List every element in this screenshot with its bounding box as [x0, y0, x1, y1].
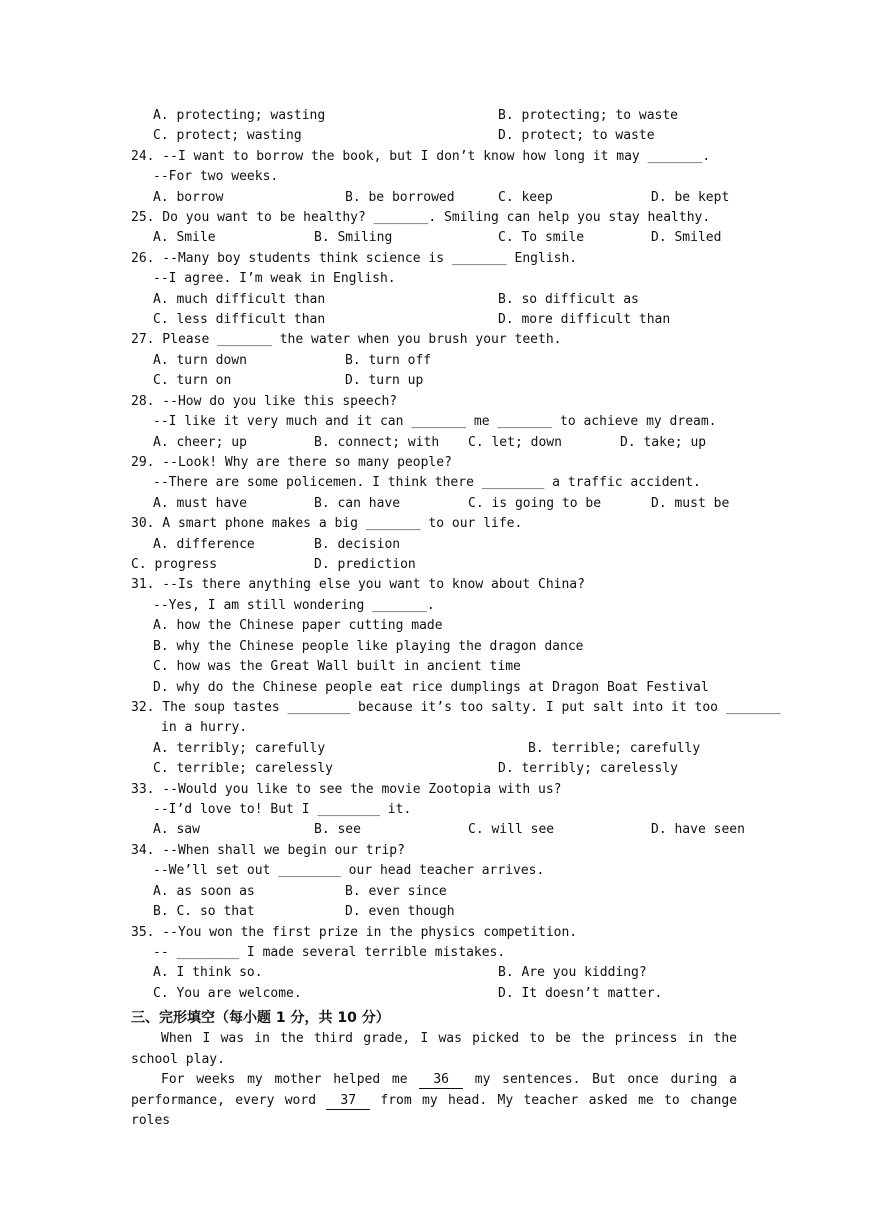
- cloze-text-1: When I was in the third grade, I was picked to be the princess in the school play.: [131, 1031, 737, 1067]
- q29-stem: 29. --Look! Why are there so many people?: [131, 455, 452, 470]
- q25-option-c: C. To smile: [498, 230, 585, 245]
- blank-37[interactable]: 37: [326, 1093, 370, 1110]
- q29-option-b: B. can have: [314, 496, 401, 511]
- q24-stem: 24. --I want to borrow the book, but I don’t know how long it may _______.: [131, 149, 711, 164]
- q31-option-a: A. how the Chinese paper cutting made: [153, 618, 443, 633]
- q30-option-c: C. progress: [131, 557, 218, 572]
- q33-reply: --I’d love to! But I ________ it.: [153, 802, 412, 817]
- q35-option-d: D. It doesn’t matter.: [498, 986, 663, 1001]
- q28-option-d: D. take; up: [620, 435, 707, 450]
- q33-option-d: D. have seen: [651, 822, 745, 837]
- q23-option-d: D. protect; to waste: [498, 128, 655, 143]
- q24-option-a: A. borrow: [153, 190, 224, 205]
- q32-stem: 32. The soup tastes ________ because it’s too salty. I put salt into it too _______: [131, 700, 781, 715]
- q34-option-b: B. ever since: [345, 884, 447, 899]
- q35-option-c: C. You are welcome.: [153, 986, 302, 1001]
- q34-option-c: B. C. so that: [153, 904, 255, 919]
- q31-stem: 31. --Is there anything else you want to know about China?: [131, 577, 585, 592]
- q29-option-c: C. is going to be: [468, 496, 602, 511]
- q31-option-d: D. why do the Chinese people eat rice dumplings at Dragon Boat Festival: [153, 680, 709, 695]
- q31-option-b: B. why the Chinese people like playing the dragon dance: [153, 639, 584, 654]
- q35-option-a: A. I think so.: [153, 965, 263, 980]
- q27-stem: 27. Please _______ the water when you brush your teeth.: [131, 332, 562, 347]
- q25-option-d: D. Smiled: [651, 230, 722, 245]
- q34-reply: --We’ll set out ________ our head teacher arrives.: [153, 863, 545, 878]
- cloze-text-2a: For weeks my mother helped me: [161, 1072, 408, 1087]
- q28-option-a: A. cheer; up: [153, 435, 247, 450]
- q30-option-b: B. decision: [314, 537, 401, 552]
- section-heading: 三、完形填空（每小题 1 分，共 10 分）: [131, 1010, 390, 1026]
- q33-option-a: A. saw: [153, 822, 200, 837]
- q28-reply: --I like it very much and it can _______ me _______ to achieve my dream.: [153, 414, 717, 429]
- q33-option-c: C. will see: [468, 822, 555, 837]
- q24-reply: --For two weeks.: [153, 169, 279, 184]
- q27-option-a: A. turn down: [153, 353, 247, 368]
- q24-option-d: D. be kept: [651, 190, 730, 205]
- q24-option-b: B. be borrowed: [345, 190, 455, 205]
- q35-stem: 35. --You won the first prize in the physics competition.: [131, 925, 578, 940]
- q32-option-c: C. terrible; carelessly: [153, 761, 334, 776]
- q28-stem: 28. --How do you like this speech?: [131, 394, 398, 409]
- q34-option-d: D. even though: [345, 904, 455, 919]
- q30-option-a: A. difference: [153, 537, 255, 552]
- q29-option-d: D. must be: [651, 496, 730, 511]
- q34-option-a: A. as soon as: [153, 884, 255, 899]
- q27-option-d: D. turn up: [345, 373, 424, 388]
- cloze-paragraph-1: [131, 1029, 737, 1070]
- blank-36[interactable]: 36: [419, 1072, 463, 1089]
- q26-stem: 26. --Many boy students think science is _______ English.: [131, 251, 578, 266]
- q30-option-d: D. prediction: [314, 557, 416, 572]
- q29-option-a: A. must have: [153, 496, 247, 511]
- q31-reply: --Yes, I am still wondering _______.: [153, 598, 435, 613]
- q27-option-b: B. turn off: [345, 353, 432, 368]
- q31-option-c: C. how was the Great Wall built in ancient time: [153, 659, 521, 674]
- q23-option-b: B. protecting; to waste: [498, 108, 679, 123]
- q32-stem-cont: in a hurry.: [161, 720, 248, 735]
- q24-option-c: C. keep: [498, 190, 553, 205]
- q28-option-b: B. connect; with: [314, 435, 440, 450]
- q35-option-b: B. Are you kidding?: [498, 965, 647, 980]
- q25-option-b: B. Smiling: [314, 230, 393, 245]
- q26-option-d: D. more difficult than: [498, 312, 671, 327]
- q32-option-b: B. terrible; carefully: [528, 741, 701, 756]
- q32-option-d: D. terribly; carelessly: [498, 761, 679, 776]
- q33-option-b: B. see: [314, 822, 361, 837]
- q26-reply: --I agree. I’m weak in English.: [153, 271, 396, 286]
- q27-option-c: C. turn on: [153, 373, 232, 388]
- q23-option-c: C. protect; wasting: [153, 128, 302, 143]
- q33-stem: 33. --Would you like to see the movie Zootopia with us?: [131, 782, 562, 797]
- q23-option-a: A. protecting; wasting: [153, 108, 326, 123]
- q30-stem: 30. A smart phone makes a big _______ to our life.: [131, 516, 523, 531]
- q34-stem: 34. --When shall we begin our trip?: [131, 843, 405, 858]
- q32-option-a: A. terribly; carefully: [153, 741, 326, 756]
- q28-option-c: C. let; down: [468, 435, 562, 450]
- q25-stem: 25. Do you want to be healthy? _______. Smiling can help you stay healthy.: [131, 210, 711, 225]
- cloze-text-2c: from my head. My teacher asked me to change roles: [131, 1092, 738, 1128]
- q35-reply: -- ________ I made several terrible mistakes.: [153, 945, 506, 960]
- q25-option-a: A. Smile: [153, 230, 216, 245]
- q26-option-b: B. so difficult as: [498, 292, 639, 307]
- cloze-paragraph-2: [131, 1070, 737, 1132]
- q29-reply: --There are some policemen. I think there ________ a traffic accident.: [153, 475, 701, 490]
- q26-option-a: A. much difficult than: [153, 292, 326, 307]
- cloze-text-2b: my sentences. But once during a performance, every word: [131, 1072, 737, 1108]
- q26-option-c: C. less difficult than: [153, 312, 326, 327]
